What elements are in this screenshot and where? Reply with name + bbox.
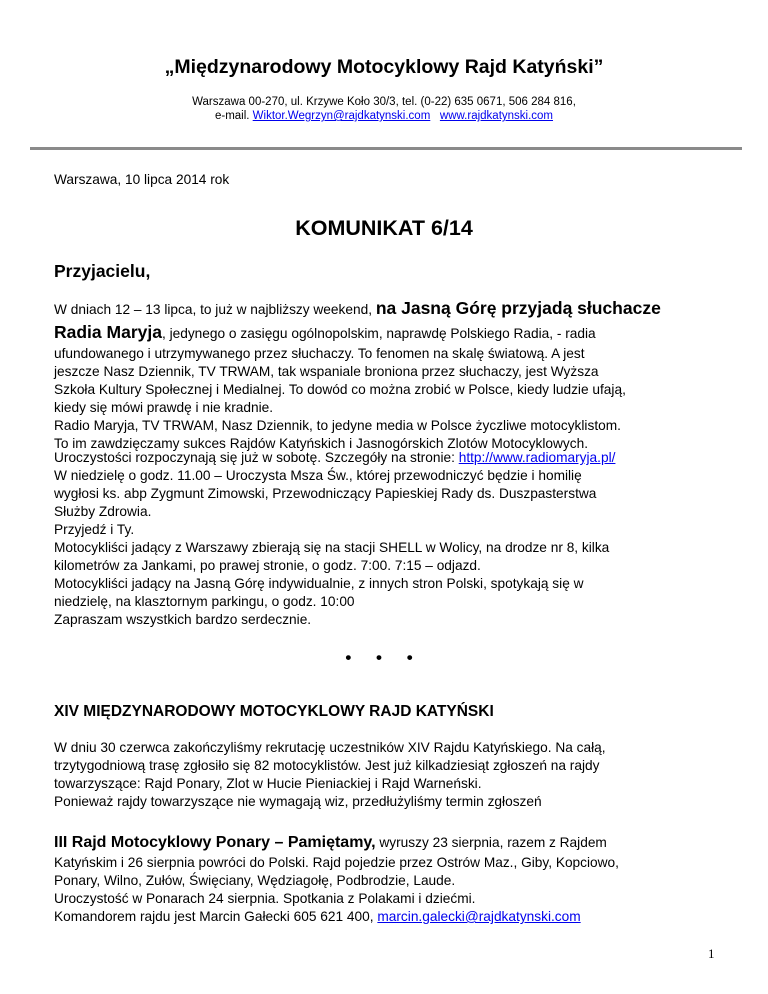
paragraph-4-last-line	[54, 908, 724, 926]
paragraph-line: W dniu 30 czerwca zakończyliśmy rekrutację uczestników XIV Rajdu Katyńskiego. Na całą,	[54, 740, 606, 755]
document-title: „Międzynarodowy Motocyklowy Rajd Katyński”	[164, 56, 604, 78]
paragraph-2	[54, 449, 724, 629]
paragraph-line: Szkoła Kultury Społecznej i Medialnej. To dowód co można zrobić w Polsce, kiedy ludzie ufają,	[54, 382, 626, 397]
page-number: 1	[708, 946, 715, 961]
paragraph-line: To im zawdzięczamy sukces Rajdów Katyńskich i Jasnogórskich Zlotów Motocyklowych.	[54, 436, 588, 451]
paragraph-4	[54, 832, 724, 926]
paragraph-2-line-1	[54, 449, 724, 467]
paragraph-line: towarzyszące: Rajd Ponary, Zlot w Hucie Pieniackiej i Rajd Warneński.	[54, 776, 482, 791]
commander-email-link[interactable]: marcin.galecki@rajdkatynski.com	[377, 909, 581, 924]
email-prefix: e-mail.	[214, 110, 253, 122]
bold-run: na Jasną Górę przyjadą słuchacze	[375, 298, 661, 318]
paragraph-line: Ponary, Wilno, Zułów, Święciany, Wędziagołę, Podbrodzie, Laude.	[54, 873, 456, 888]
paragraph-1-line-2	[54, 321, 724, 345]
paragraph-1-line-1	[54, 297, 724, 321]
website-link[interactable]: www.rajdkatynski.com	[439, 110, 554, 122]
paragraph-line: kiedy się mówi prawdę i nie kradnie.	[54, 400, 274, 415]
paragraph-line: Służby Zdrowia.	[54, 504, 152, 519]
text-run: Uroczystości rozpoczynają się już w sobotę. Szczegóły na stronie:	[54, 450, 459, 465]
radiomaryja-link[interactable]: http://www.radiomaryja.pl/	[458, 450, 616, 465]
paragraph-4-line-1	[54, 832, 724, 854]
text-run: W dniach 12 – 13 lipca, to już w najbliższy weekend,	[54, 302, 376, 317]
paragraph-1	[54, 297, 724, 453]
paragraph-line: jeszcze Nasz Dziennik, TV TRWAM, tak wspaniale broniona przez słuchaczy, jest Wyższa	[54, 364, 599, 379]
address-line: Warszawa 00-270, ul. Krzywe Koło 30/3, tel. (0-22) 635 0671, 506 284 816,	[192, 96, 576, 108]
paragraph-line: W niedzielę o godz. 11.00 – Uroczysta Msza Św., której przewodniczyć będzie i homilię	[54, 468, 582, 483]
paragraph-line: Motocykliści jadący na Jasną Górę indywidualnie, z innych stron Polski, spotykają się w	[54, 576, 584, 591]
email-link[interactable]: Wiktor.Wegrzyn@rajdkatynski.com	[252, 110, 431, 122]
paragraph-line: kilometrów za Jankami, po prawej stronie, o godz. 7:00. 7:15 – odjazd.	[54, 558, 481, 573]
section-heading: XIV MIĘDZYNARODOWY MOTOCYKLOWY RAJD KATYŃSKI	[54, 703, 494, 720]
paragraph-line: Przyjedź i Ty.	[54, 522, 135, 537]
komunikat-title: KOMUNIKAT 6/14	[295, 216, 473, 240]
paragraph-line: Katyńskim i 26 sierpnia powróci do Polski. Rajd pojedzie przez Ostrów Maz., Giby, Kopciowo,	[54, 855, 619, 870]
greeting: Przyjacielu,	[54, 261, 151, 281]
paragraph-line: Radio Maryja, TV TRWAM, Nasz Dziennik, to jedyne media w Polsce życzliwe motocyklistom.	[54, 418, 621, 433]
paragraph-3	[54, 739, 724, 811]
paragraph-line: niedzielę, na klasztornym parkingu, o godz. 10:00	[54, 594, 355, 609]
section-separator: • • •	[345, 648, 423, 667]
paragraph-line: Motocykliści jadący z Warszawy zbierają się na stacji SHELL w Wolicy, na drodze nr 8, kilka	[54, 540, 610, 555]
paragraph-line: Uroczystość w Ponarach 24 sierpnia. Spotkania z Polakami i dziećmi.	[54, 891, 476, 906]
bold-run: Radia Maryja	[54, 322, 162, 342]
text-run: , jedynego o zasięgu ogólnopolskim, naprawdę Polskiego Radia, - radia	[161, 326, 596, 341]
text-run: wyruszy 23 sierpnia, razem z Rajdem	[375, 835, 607, 850]
paragraph-line: trzytygodniową trasę zgłosiło się 82 motocyklistów. Jest już kilkadziesiąt zgłoszeń na rajdy	[54, 758, 600, 773]
paragraph-line: ufundowanego i utrzymywanego przez słuchaczy. To fenomen na skalę światową. A jest	[54, 346, 585, 361]
header-divider	[30, 147, 742, 150]
contact-line	[0, 110, 768, 122]
bold-run: III Rajd Motocyklowy Ponary – Pamiętamy,	[54, 834, 376, 851]
paragraph-line: Ponieważ rajdy towarzyszące nie wymagają wiz, przedłużyliśmy termin zgłoszeń	[54, 794, 542, 809]
paragraph-line: wygłosi ks. abp Zygmunt Zimowski, Przewodniczący Papieskiej Rady ds. Duszpasterstwa	[54, 486, 597, 501]
text-run: Komandorem rajdu jest Marcin Gałecki 605 621 400,	[54, 909, 378, 924]
paragraph-line: Zapraszam wszystkich bardzo serdecznie.	[54, 612, 312, 627]
date-line: Warszawa, 10 lipca 2014 rok	[54, 172, 230, 187]
